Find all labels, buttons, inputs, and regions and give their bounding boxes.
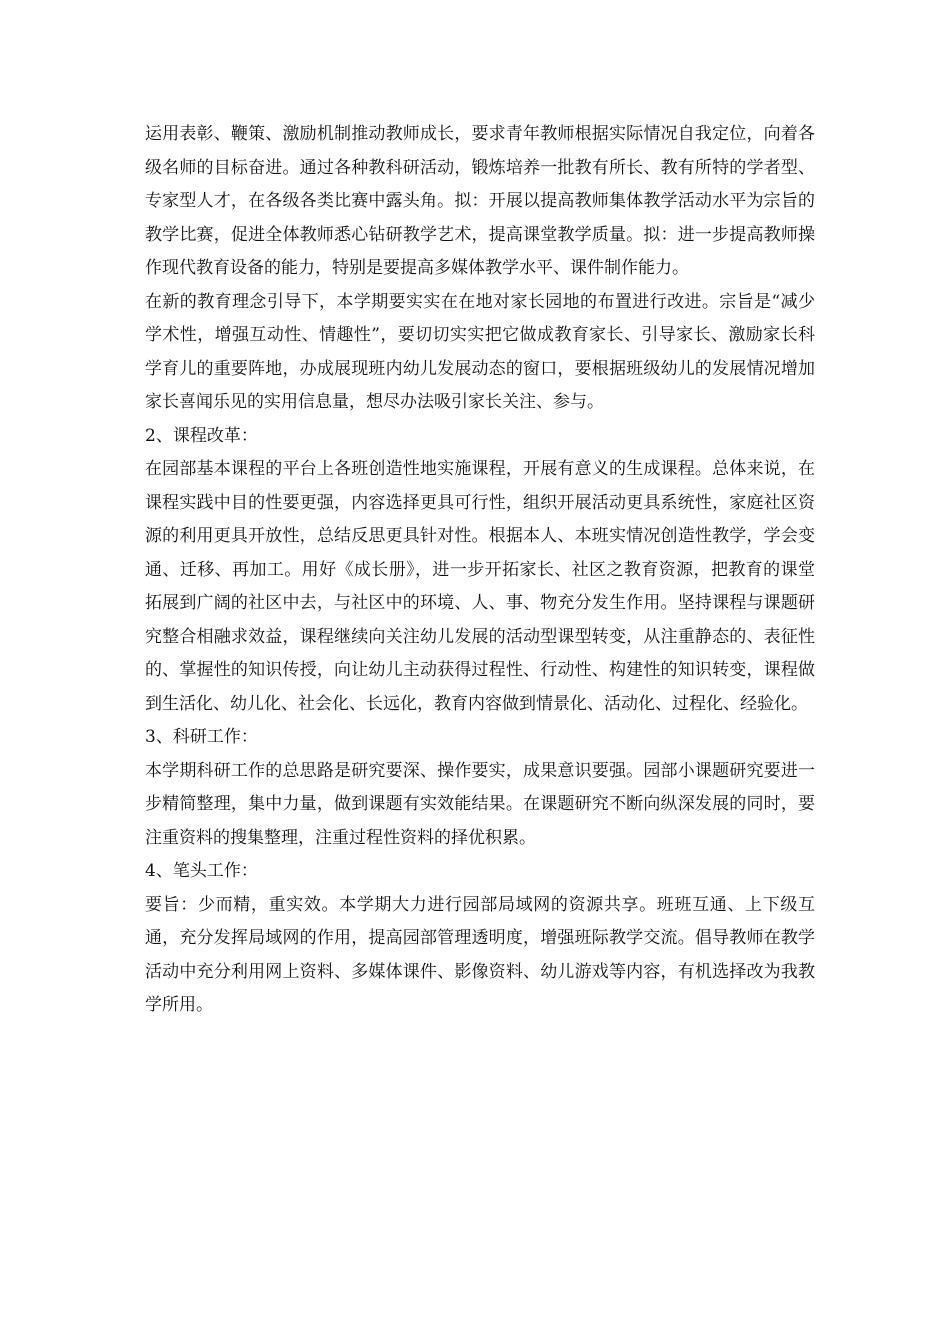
heading-writing-work: 4、笔头工作： xyxy=(145,861,258,881)
paragraph-parent-garden: 在新的教育理念引导下，本学期要实实在在地对家长园地的布置进行改进。宗旨是“减少学术性，增强互动性、情趣性”，要切切实实把它做成教育家长、引导家长、激励家长科学育儿的重要阵地，办成展现班内幼儿发展动态的窗口，要根据班级幼儿的发展情况增加家长喜闻乐见的实用信息量，想尽办法吸引家长关注、参与。 xyxy=(145,291,815,412)
heading-research-work: 3、科研工作： xyxy=(145,727,258,747)
heading-curriculum-reform: 2、课程改革： xyxy=(145,425,258,446)
paragraph-curriculum-reform: 在园部基本课程的平台上各班创造性地实施课程，开展有意义的生成课程。总体来说，在课程实践中目的性要更强，内容选择更具可行性，组织开展活动更具系统性，家庭社区资源的利用更具开放性，总结反思更具针对性。根据本人、本班实情况创造性教学，学会变通、迁移、再加工。用好《成长册》，进一步开拓家长、社区之教育资源，把教育的课堂拓展到广阔的社区中去，与社区中的环境、人、事、物充分发生作用。坚持课程与课题研究整合相融求效益，课程继续向关注幼儿发展的活动型课型转变，从注重静态的、表征性的、掌握性的知识传授，向让幼儿主动获得过程性、行动性、构建性的知识转变，课程做到生活化、幼儿化、社会化、长远化，教育内容做到情景化、活动化、过程化、经验化。 xyxy=(145,459,815,714)
document-body xyxy=(145,118,815,1023)
paragraph-research-work: 本学期科研工作的总思路是研究要深、操作要实，成果意识要强。园部小课题研究要进一步精简整理，集中力量，做到课题有实效能结果。在课题研究不断向纵深发展的同时，要注重资料的搜集整理，注重过程性资料的择优积累。 xyxy=(145,760,815,848)
paragraph-writing-work: 要旨：少而精，重实效。本学期大力进行园部局域网的资源共享。班班互通、上下级互通，充分发挥局域网的作用，提高园部管理透明度，增强班际教学交流。倡导教师在教学活动中充分利用网上资料、多媒体课件、影像资料、幼儿游戏等内容，有机选择改为我教学所用。 xyxy=(145,894,815,1015)
paragraph-teacher-growth: 运用表彰、鞭策、激励机制推动教师成长，要求青年教师根据实际情况自我定位，向着各级名师的目标奋进。通过各种教科研活动，锻炼培养一批教有所长、教有所特的学者型、专家型人才，在各级各类比赛中露头角。拟：开展以提高教师集体教学活动水平为宗旨的教学比赛，促进全体教师悉心钻研教学艺术，提高课堂教学质量。拟：进一步提高教师操作现代教育设备的能力，特别是要提高多媒体教学水平、课件制作能力。 xyxy=(145,124,815,278)
